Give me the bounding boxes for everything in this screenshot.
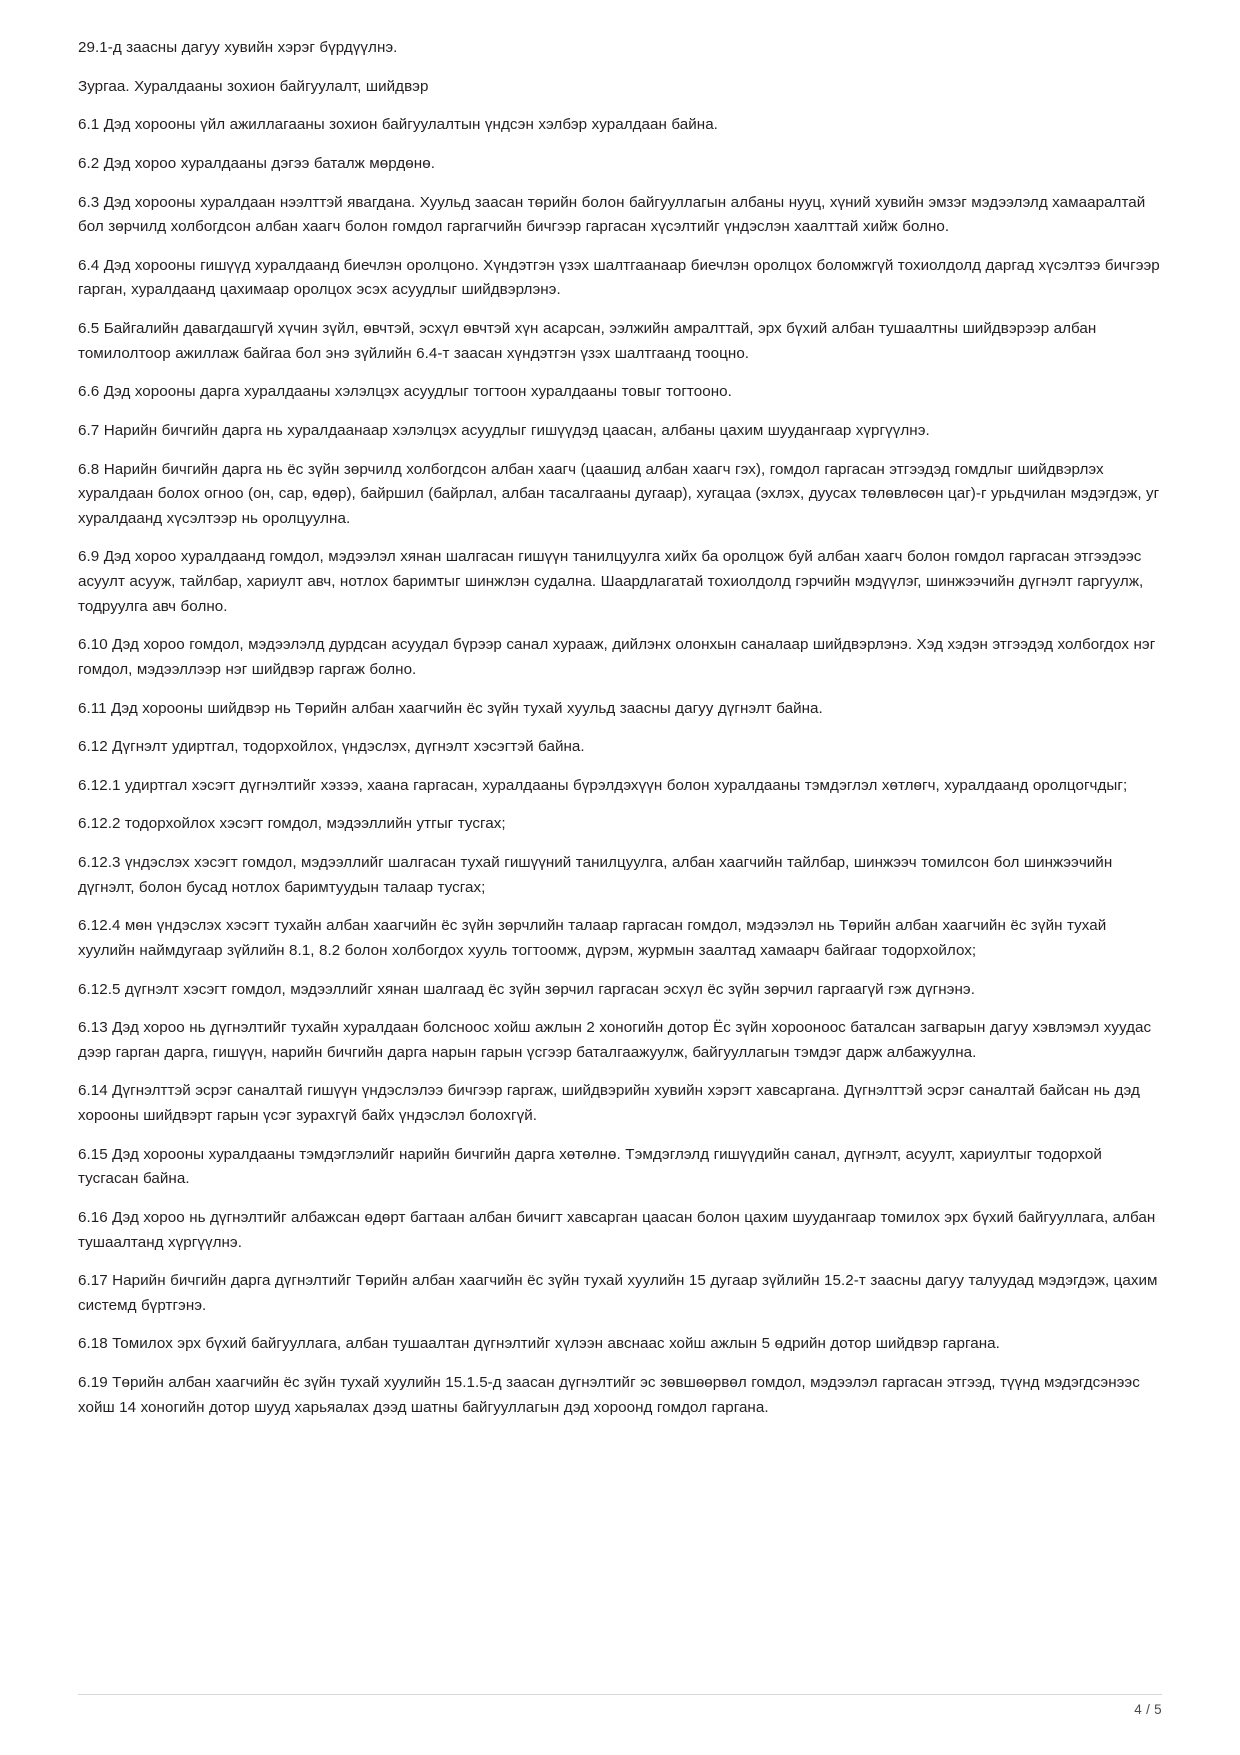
paragraph: 6.8 Нарийн бичгийн дарга нь ёс зүйн зөрчилд холбогдсон албан хаагч (цаашид албан хаагч гэх), гомдол гаргасан этгээдэд гомдлыг шийдвэрлэх хуралдаан болох огноо (он, сар, өдөр), байршил (байрлал, албан тасалгааны дугаар), хугацаа (эхлэх, дуусах төлөвлөсөн цаг)-г урьдчилан мэдэгдэж, уг хуралдаанд хүсэлтээр нь оролцуулна. xyxy=(78,460,1160,527)
section-heading: Зургаа. Хуралдааны зохион байгуулалт, шийдвэр xyxy=(78,77,429,95)
document-body xyxy=(78,36,1163,1434)
paragraph: 6.19 Төрийн албан хаагчийн ёс зүйн тухай хуулийн 15.1.5-д заасан дүгнэлтийг эс зөвшөөрвөл гомдол, мэдээлэл гаргасан этгээд, түүнд мэдэгдсэнээс хойш 14 хоногийн дотор шууд харьяалах дээд шатны байгууллагын дэд хороонд гомдол гаргана. xyxy=(78,1374,1140,1416)
page-number: 4 / 5 xyxy=(1134,1702,1162,1717)
paragraph: 6.17 Нарийн бичгийн дарга дүгнэлтийг Төрийн албан хаагчийн ёс зүйн тухай хуулийн 15 дугаар зүйлийн 15.2-т заасны дагуу талуудад мэдэгдэж, цахим системд бүртгэнэ. xyxy=(78,1272,1158,1314)
footer-divider xyxy=(78,1694,1162,1695)
paragraph: 6.12.2 тодорхойлох хэсэгт гомдол, мэдээллийн утгыг тусгах; xyxy=(78,815,506,833)
paragraph: 6.12.1 удиртгал хэсэгт дүгнэлтийг хэзээ, хаана гаргасан, хуралдааны бүрэлдэхүүн болон хуралдааны тэмдэглэл хөтлөгч, хуралдаанд оролцогчдыг; xyxy=(78,776,1128,794)
paragraph: 6.14 Дүгнэлттэй эсрэг саналтай гишүүн үндэслэлээ бичгээр гаргаж, шийдвэрийн хувийн хэрэгт хавсаргана. Дүгнэлттэй эсрэг саналтай байсан нь дэд хорооны шийдвэрт гарын үсэг зурахгүй байх үндэслэл болохгүй. xyxy=(78,1082,1140,1124)
paragraph: 6.18 Томилох эрх бүхий байгууллага, албан тушаалтан дүгнэлтийг хүлээн авснаас хойш ажлын 5 өдрийн дотор шийдвэр гаргана. xyxy=(78,1335,1000,1353)
paragraph: 6.7 Нарийн бичгийн дарга нь хуралдаанаар хэлэлцэх асуудлыг гишүүдэд цаасан, албаны цахим шуудангаар хүргүүлнэ. xyxy=(78,421,930,439)
paragraph: 6.4 Дэд хорооны гишүүд хуралдаанд биечлэн оролцоно. Хүндэтгэн үзэх шалтгаанаар биечлэн оролцох боломжгүй тохиолдолд даргад хүсэлтээ бичгээр гарган, хуралдаанд цахимаар оролцох эсэх асуудлыг шийдвэрлэнэ. xyxy=(78,256,1160,299)
paragraph: 6.1 Дэд хорооны үйл ажиллагааны зохион байгуулалтын үндсэн хэлбэр хуралдаан байна. xyxy=(78,116,718,134)
paragraph: 6.15 Дэд хорооны хуралдааны тэмдэглэлийг нарийн бичгийн дарга хөтөлнө. Тэмдэглэлд гишүүдийн санал, дүгнэлт, асуулт, хариултыг тодорхой тусгасан байна. xyxy=(78,1145,1102,1188)
paragraph: 6.5 Байгалийн давагдашгүй хүчин зүйл, өвчтэй, эсхүл өвчтэй хүн асарсан, ээлжийн амралттай, эрх бүхий албан тушаалтны шийдвэрээр албан томилолтоор ажиллаж байгаа бол энэ зүйлийн 6.4-т заасан хүндэтгэн үзэх шалтгаанд тооцно. xyxy=(78,320,1097,362)
paragraph: 6.3 Дэд хорооны хуралдаан нээлттэй явагдана. Хуульд заасан төрийн болон байгууллагын албаны нууц, хүний хувийн эмзэг мэдээлэлд хамааралтай бол зөрчилд холбогдсон албан хаагч болон гомдол гаргагчийн бичгээр гаргасан хүсэлтийг үндэслэн хаалттай хийж болно. xyxy=(78,193,1146,236)
paragraph: 6.12.4 мөн үндэслэх хэсэгт тухайн албан хаагчийн ёс зүйн зөрчлийн талаар гаргасан гомдол, мэдээлэл нь Төрийн албан хаагчийн ёс зүйн тухай хуулийн наймдугаар зүйлийн 8.1, 8.2 болон холбогдох хууль тогтоомж, дүрэм, журмын заалтад хамаарч байгааг тодорхойлох; xyxy=(78,917,1107,959)
paragraph: 6.10 Дэд хороо гомдол, мэдээлэлд дурдсан асуудал бүрээр санал хурааж, дийлэнх олонхын саналаар шийдвэрлэнэ. Хэд хэдэн этгээдэд холбогдох нэг гомдол, мэдээллээр нэг шийдвэр гаргаж болно. xyxy=(78,636,1156,678)
paragraph: 29.1-д заасны дагуу хувийн хэрэг бүрдүүлнэ. xyxy=(78,39,398,56)
paragraph: 6.16 Дэд хороо нь дүгнэлтийг албажсан өдөрт багтаан албан бичигт хавсарган цаасан болон цахим шуудангаар томилох эрх бүхий байгууллага, албан тушаалтанд хүргүүлнэ. xyxy=(78,1208,1156,1251)
paragraph: 6.6 Дэд хорооны дарга хуралдааны хэлэлцэх асуудлыг тогтоон хуралдааны товыг тогтооно. xyxy=(78,383,732,401)
paragraph: 6.12.3 үндэслэх хэсэгт гомдол, мэдээллийг шалгасан тухай гишүүний танилцуулга, албан хаагчийн тайлбар, шинжээч томилсон бол шинжээчийн дүгнэлт, болон бусад нотлох баримтуудын талаар тусгах; xyxy=(78,854,1113,896)
paragraph: 6.9 Дэд хороо хуралдаанд гомдол, мэдээлэл хянан шалгасан гишүүн танилцуулга хийх ба оролцож буй албан хаагч болон гомдол гаргасан этгээдээс асуулт асууж, тайлбар, хариулт авч, нотлох баримтыг шинжлэн судална. Шаардлагатай тохиолдолд гэрчийн мэдүүлэг, шинжээчийн дүгнэлт гаргуулж, тодруулга авч болно. xyxy=(78,548,1144,615)
paragraph: 6.13 Дэд хороо нь дүгнэлтийг тухайн хуралдаан болсноос хойш ажлын 2 хоногийн дотор Ёс зүйн хорооноос баталсан загварын дагуу хэвлэмэл хуудас дээр гарган дарга, гишүүн, нарийн бичгийн дарга нарын гарын үсгээр баталгаажуулж, байгууллагын тэмдэг дарж албажуулна. xyxy=(78,1019,1152,1061)
paragraph: 6.12.5 дүгнэлт хэсэгт гомдол, мэдээллийг хянан шалгаад ёс зүйн зөрчил гаргасан эсхүл ёс зүйн зөрчил гаргаагүй гэж дүгнэнэ. xyxy=(78,980,975,998)
paragraph: 6.11 Дэд хорооны шийдвэр нь Төрийн албан хаагчийн ёс зүйн тухай хуульд заасны дагуу дүгнэлт байна. xyxy=(78,699,823,717)
paragraph: 6.12 Дүгнэлт удиртгал, тодорхойлох, үндэслэх, дүгнэлт хэсэгтэй байна. xyxy=(78,738,585,756)
paragraph: 6.2 Дэд хороо хуралдааны дэгээ баталж мөрдөнө. xyxy=(78,154,435,172)
